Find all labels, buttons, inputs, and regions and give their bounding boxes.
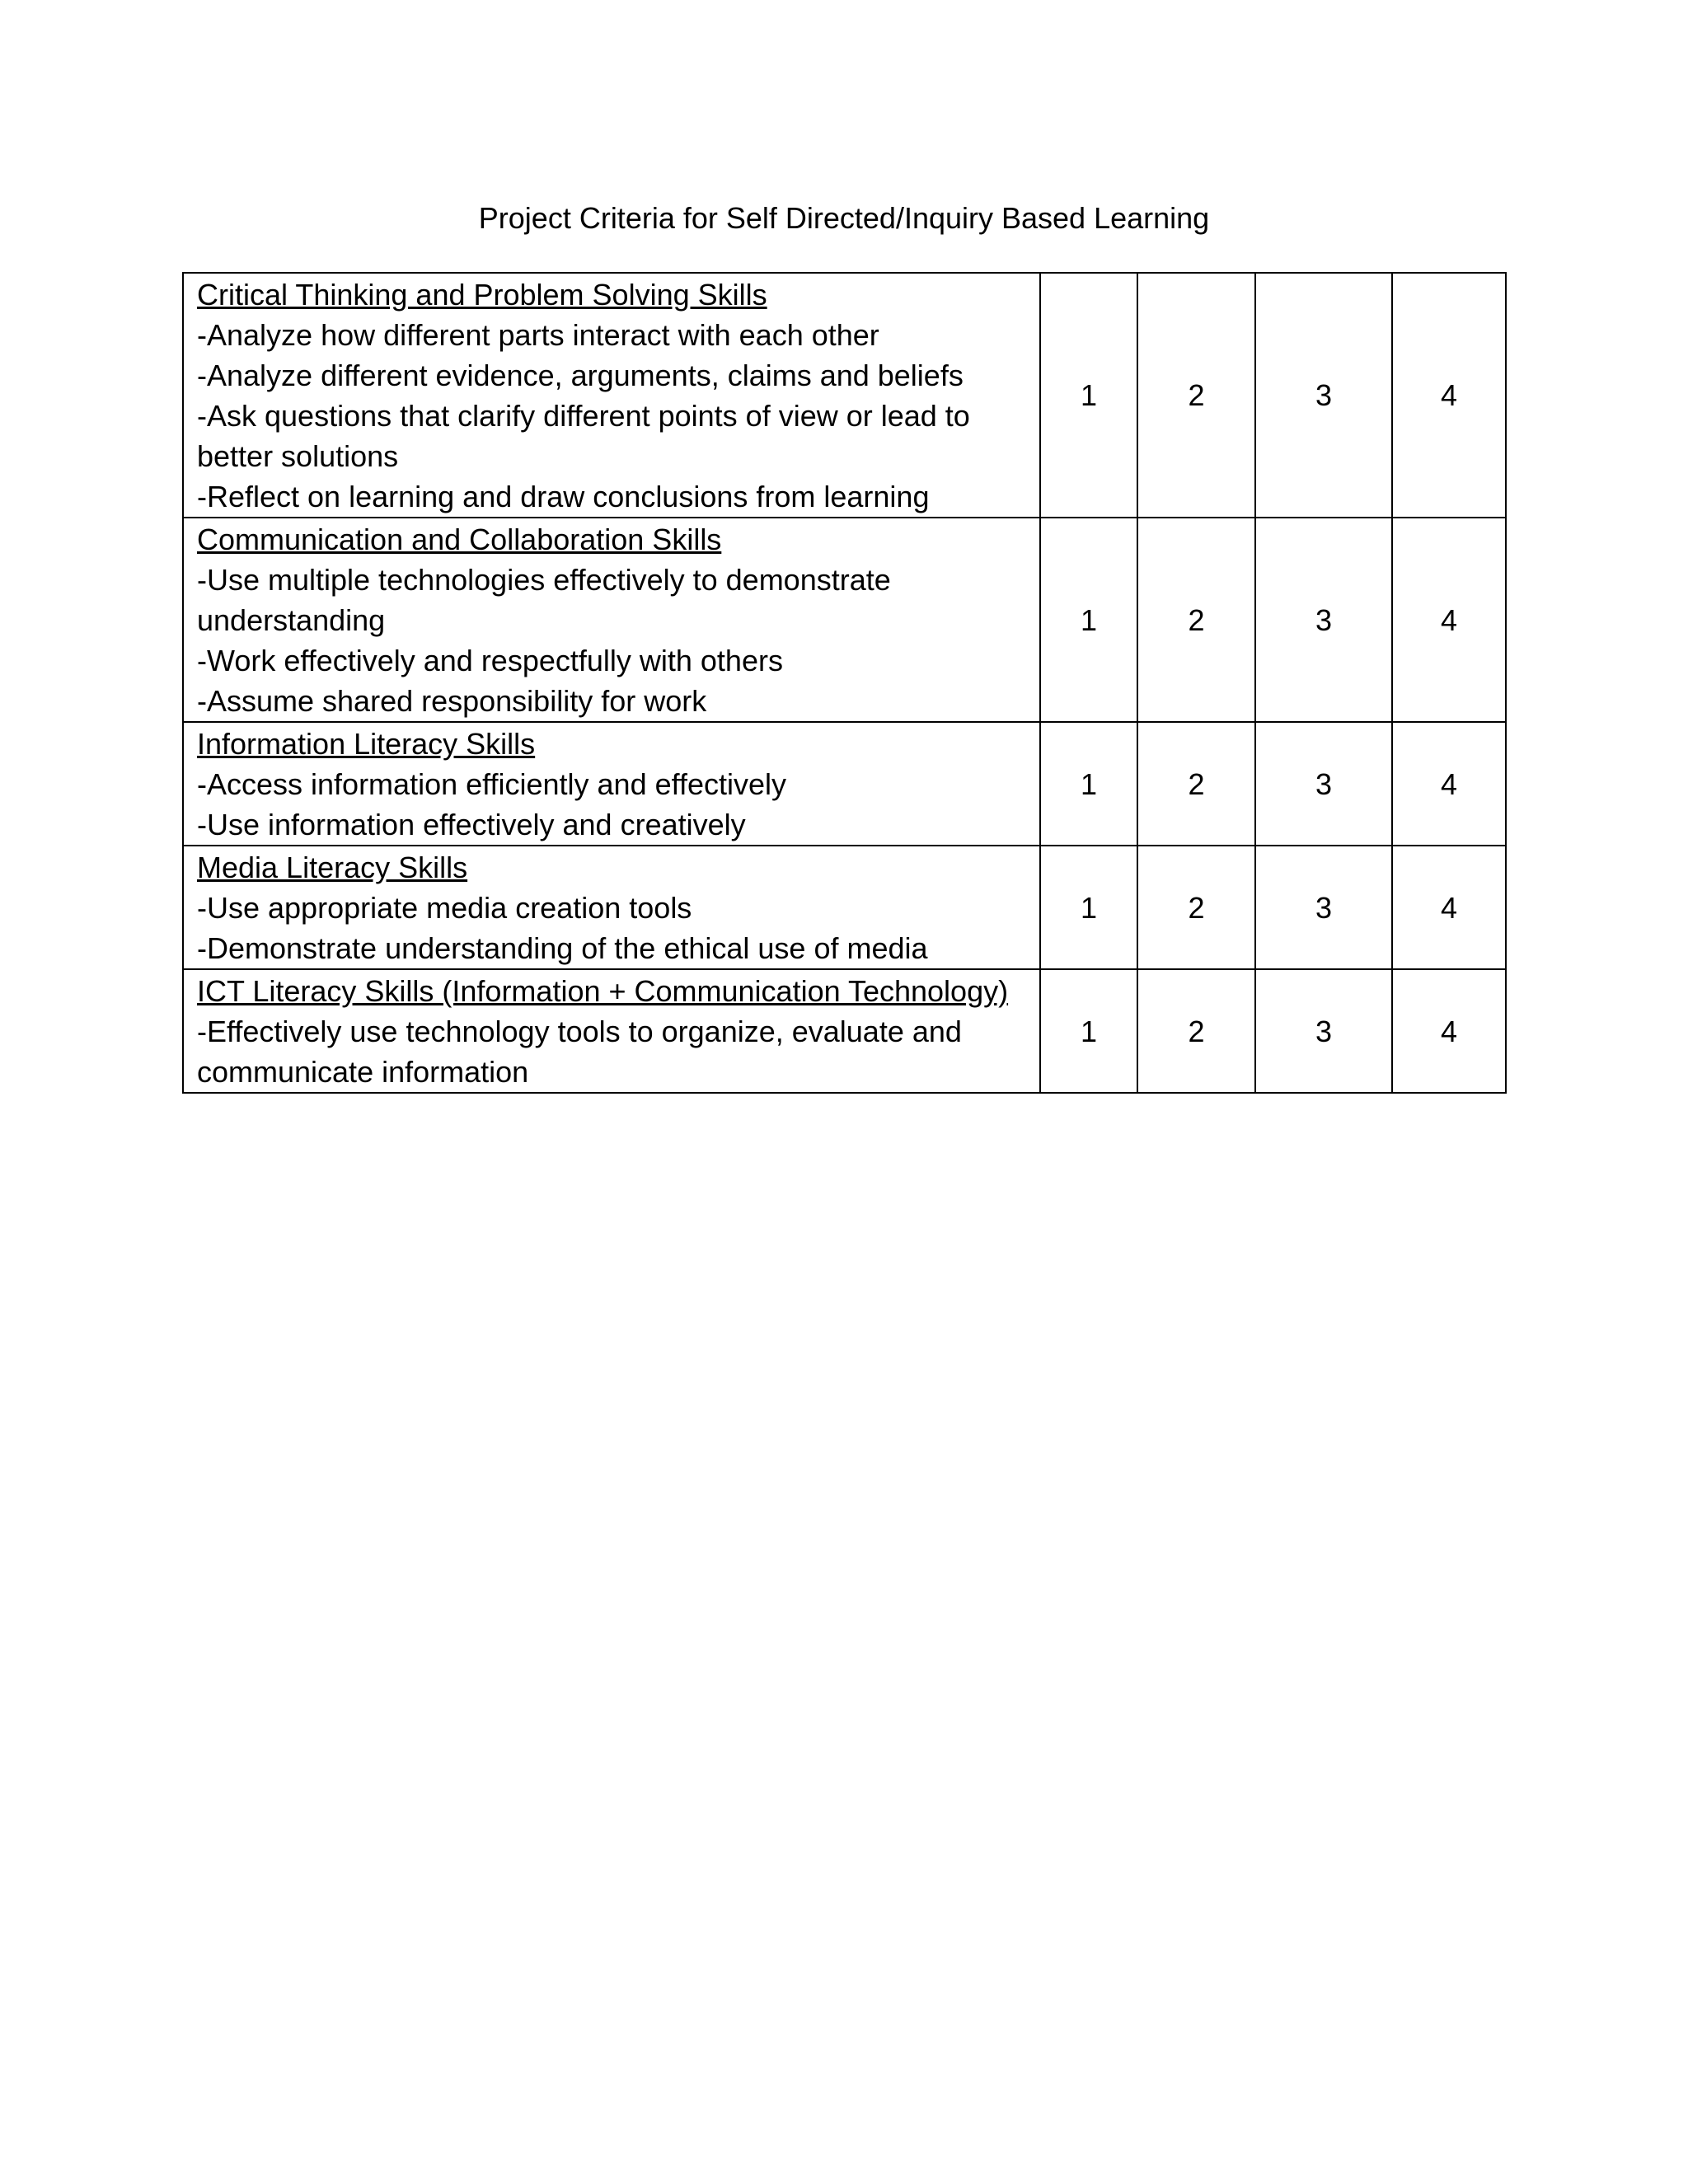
criteria-row: [183, 722, 1506, 846]
score-1-cell[interactable]: 1: [1040, 969, 1137, 1093]
criterion-cell: [183, 518, 1040, 722]
score-4-cell[interactable]: 4: [1392, 722, 1506, 846]
score-2-cell[interactable]: 2: [1137, 969, 1255, 1093]
score-1-cell[interactable]: 1: [1040, 518, 1137, 722]
criteria-row: [183, 846, 1506, 969]
score-4-cell[interactable]: 4: [1392, 273, 1506, 518]
criterion-line: -Ask questions that clarify different points of view or lead to better solutions: [197, 399, 970, 473]
criterion-line: -Assume shared responsibility for work: [197, 684, 707, 718]
score-2-cell[interactable]: 2: [1137, 518, 1255, 722]
page-title: Project Criteria for Self Directed/Inquiry Based Learning: [478, 201, 1210, 235]
criterion-cell: [183, 969, 1040, 1093]
criterion-cell: [183, 722, 1040, 846]
criterion-line: -Access information efficiently and effectively: [197, 767, 787, 801]
criterion-cell: [183, 273, 1040, 518]
criterion-heading: ICT Literacy Skills (Information + Communication Technology): [197, 974, 1009, 1008]
criteria-row: [183, 969, 1506, 1093]
score-3-cell[interactable]: 3: [1255, 722, 1392, 846]
score-4-cell[interactable]: 4: [1392, 969, 1506, 1093]
criterion-line: -Use multiple technologies effectively to demonstrate understanding: [197, 563, 891, 637]
criterion-line: -Analyze how different parts interact with each other: [197, 318, 879, 352]
criterion-heading: Media Literacy Skills: [197, 851, 468, 884]
score-4-cell[interactable]: 4: [1392, 518, 1506, 722]
score-1-cell[interactable]: 1: [1040, 722, 1137, 846]
score-3-cell[interactable]: 3: [1255, 846, 1392, 969]
criterion-cell: [183, 846, 1040, 969]
criterion-line: -Reflect on learning and draw conclusions from learning: [197, 480, 930, 513]
score-2-cell[interactable]: 2: [1137, 273, 1255, 518]
score-1-cell[interactable]: 1: [1040, 273, 1137, 518]
criteria-row: [183, 518, 1506, 722]
score-3-cell[interactable]: 3: [1255, 273, 1392, 518]
score-1-cell[interactable]: 1: [1040, 846, 1137, 969]
criterion-line: -Use information effectively and creatively: [197, 808, 746, 841]
score-3-cell[interactable]: 3: [1255, 518, 1392, 722]
criterion-line: -Analyze different evidence, arguments, claims and beliefs: [197, 359, 964, 392]
score-2-cell[interactable]: 2: [1137, 722, 1255, 846]
score-3-cell[interactable]: 3: [1255, 969, 1392, 1093]
criterion-line: -Work effectively and respectfully with others: [197, 644, 783, 677]
criterion-line: -Effectively use technology tools to organize, evaluate and communicate information: [197, 1015, 962, 1089]
criteria-row: [183, 273, 1506, 518]
criterion-heading: Critical Thinking and Problem Solving Skills: [197, 278, 767, 312]
criterion-line: -Use appropriate media creation tools: [197, 891, 692, 925]
criterion-heading: Communication and Collaboration Skills: [197, 523, 722, 556]
criterion-heading: Information Literacy Skills: [197, 727, 536, 761]
score-4-cell[interactable]: 4: [1392, 846, 1506, 969]
score-2-cell[interactable]: 2: [1137, 846, 1255, 969]
criterion-line: -Demonstrate understanding of the ethical use of media: [197, 931, 928, 965]
criteria-table: [182, 272, 1507, 1094]
